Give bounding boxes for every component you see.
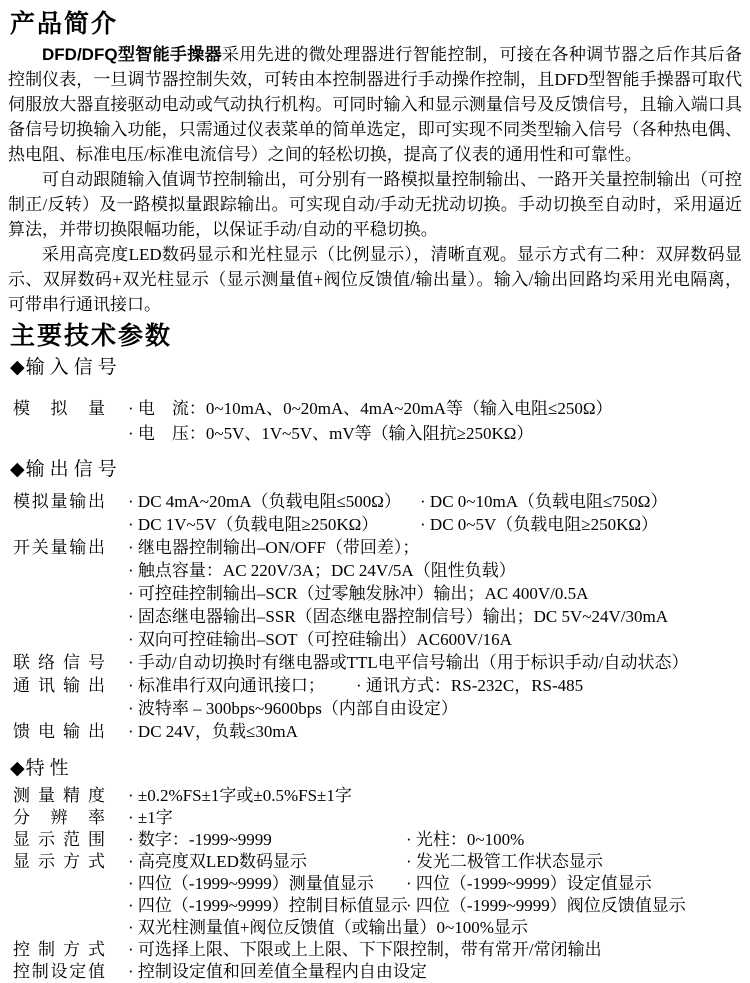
- spec-row-content: [128, 829, 742, 851]
- spec-row: [8, 939, 742, 961]
- spec-value: · 固态继电器输出–SSR（固态继电器控制信号）输出；DC 5V~24V/30mA: [128, 607, 668, 626]
- intro-paragraph-2: 可自动跟随输入值调节控制输出，可分别有一路模拟量控制输出、一路开关量控制输出（可控制正/反转）及一路模拟量跟踪输出。可实现自动/手动无扰动切换。手动切换至自动时，采用逼近算法，并带切换限幅功能，以保证手动/自动的平稳切换。: [8, 170, 742, 239]
- intro-paragraph-1: [8, 42, 742, 167]
- spec-row: [8, 961, 742, 983]
- spec-value: · 手动/自动切换时有继电器或TTL电平信号输出（用于标识手动/自动状态）: [128, 653, 689, 672]
- spec-row-label: 测量精度: [13, 786, 105, 805]
- spec-row-label: 控制设定值: [13, 962, 105, 981]
- spec-row-label: 馈电输出: [13, 722, 105, 741]
- spec-line: [128, 421, 742, 446]
- spec-row-label: 模拟量: [13, 399, 105, 418]
- spec-line: [128, 628, 742, 651]
- spec-row-content: [128, 785, 742, 807]
- spec-line: [128, 559, 742, 582]
- spec-row-content: [128, 720, 742, 743]
- spec-line: [128, 674, 742, 697]
- spec-row-content: [128, 396, 742, 446]
- section-heading-label: 输出信号: [25, 459, 122, 480]
- spec-line: [128, 582, 742, 605]
- spec-row-content: [128, 651, 742, 674]
- diamond-icon: ◆: [10, 758, 25, 779]
- spec-line: [128, 961, 742, 983]
- spec-row-content: [128, 490, 742, 536]
- section-heading-label: 特性: [25, 758, 74, 779]
- spec-line: [128, 513, 742, 536]
- spec-row: [8, 829, 742, 851]
- params-title: 主要技术参数: [10, 322, 173, 350]
- spec-value: · DC 0~10mA（负载电阻≤750Ω）: [420, 492, 668, 511]
- spec-value: · 可控硅控制输出–SCR（过零触发脉冲）输出；AC 400V/0.5A: [128, 584, 589, 603]
- spec-value: · 高亮度双LED数码显示: [128, 852, 307, 871]
- section-heading: [10, 757, 742, 781]
- spec-value: · 波特率 – 300bps~9600bps（内部自由设定）: [128, 699, 458, 718]
- spec-line: [128, 939, 742, 961]
- spec-row-label: 开关量输出: [13, 538, 105, 557]
- spec-value: · ±0.2%FS±1字或±0.5%FS±1字: [128, 786, 352, 805]
- spec-row-content: [128, 939, 742, 961]
- spec-value: · ±1字: [128, 808, 173, 827]
- spec-row-label: 显示范围: [13, 830, 105, 849]
- spec-value: · DC 0~5V（负载电阻≥250KΩ）: [420, 515, 658, 534]
- spec-value: · 发光二极管工作状态显示: [406, 852, 603, 871]
- spec-row-label: 通讯输出: [13, 676, 105, 695]
- spec-value: · 四位（-1999~9999）阀位反馈值显示: [406, 896, 686, 915]
- spec-value: · 电 压：0~5V、1V~5V、mV等（输入阻抗≥250KΩ）: [128, 424, 534, 443]
- intro-title: 产品简介: [10, 10, 119, 38]
- spec-row-label: 联络信号: [13, 653, 105, 672]
- spec-line: [128, 697, 742, 720]
- spec-line: [128, 917, 742, 939]
- spec-value: · DC 24V，负载≤30mA: [128, 722, 298, 741]
- spec-row: [8, 674, 742, 720]
- product-name-lead: DFD/DFQ型智能手操器: [42, 45, 222, 64]
- spec-value: · 四位（-1999~9999）设定值显示: [406, 874, 652, 893]
- spec-line: [128, 605, 742, 628]
- section-heading-label: 输入信号: [25, 357, 122, 378]
- spec-value: · DC 4mA~20mA（负载电阻≤500Ω）: [128, 492, 401, 511]
- spec-value: · 四位（-1999~9999）控制目标值显示: [128, 896, 408, 915]
- spec-line: [128, 807, 742, 829]
- spec-row: [8, 536, 742, 651]
- spec-row: [8, 396, 742, 446]
- spec-line: [128, 651, 742, 674]
- spec-row: [8, 651, 742, 674]
- intro-paragraph-1-text: 采用先进的微处理器进行智能控制，可接在各种调节器之后作其后备控制仪表，一旦调节器控制失效，可转由本控制器进行手动操作控制，且DFD型智能手操器可取代伺服放大器直接驱动电动或气动执行机构。可同时输入和显示测量信号及反馈信号，且输入端口具备信号切换输入功能，只需通过仪表菜单的简单选定，即可实现不同类型输入信号（各种热电偶、热电阻、标准电压/标准电流信号）之间的轻松切换，提高了仪表的通用性和可靠性。: [8, 45, 742, 164]
- spec-value: · DC 1V~5V（负载电阻≥250KΩ）: [128, 515, 379, 534]
- spec-row-label: 显示方式: [13, 852, 105, 871]
- spec-row-label: 分辨率: [13, 808, 105, 827]
- spec-value: · 通讯方式：RS-232C，RS-485: [356, 676, 584, 695]
- diamond-icon: ◆: [10, 357, 25, 378]
- spec-row-content: [128, 674, 742, 720]
- spec-row-content: [128, 961, 742, 983]
- spec-line: [128, 895, 742, 917]
- spec-value: · 标准串行双向通讯接口；: [128, 676, 325, 695]
- spec-value: · 数字：-1999~9999: [128, 830, 272, 849]
- spec-value: · 四位（-1999~9999）测量值显示: [128, 874, 374, 893]
- spec-line: [128, 490, 742, 513]
- spec-value: · 双光柱测量值+阀位反馈值（或输出量）0~100%显示: [128, 918, 528, 937]
- spec-value: · 控制设定值和回差值全量程内自由设定: [128, 962, 427, 981]
- intro-paragraph-3: 采用高亮度LED数码显示和光柱显示（比例显示），清晰直观。显示方式有二种：双屏数码显示、双屏数码+双光柱显示（显示测量值+阀位反馈值/输出量）。输入/输出回路均采用光电隔离，可带串行通讯接口。: [8, 245, 742, 314]
- spec-value: · 继电器控制输出–ON/OFF（带回差）；: [128, 538, 420, 557]
- spec-line: [128, 536, 742, 559]
- section-heading: [10, 356, 742, 380]
- spec-line: [128, 873, 742, 895]
- spec-row: [8, 720, 742, 743]
- section-heading: [10, 458, 742, 482]
- spec-row-label: 控制方式: [13, 940, 105, 959]
- spec-line: [128, 720, 742, 743]
- section-1: [8, 458, 742, 743]
- diamond-icon: ◆: [10, 459, 25, 480]
- spec-row-content: [128, 851, 742, 939]
- spec-value: · 双向可控硅输出–SOT（可控硅输出）AC600V/16A: [128, 630, 512, 649]
- spec-value: · 光柱：0~100%: [406, 830, 525, 849]
- spec-row: [8, 785, 742, 807]
- spec-line: [128, 851, 742, 873]
- section-0: [8, 356, 742, 446]
- spec-row: [8, 851, 742, 939]
- spec-row-content: [128, 536, 742, 651]
- spec-row: [8, 490, 742, 536]
- spec-value: · 可选择上限、下限或上上限、下下限控制，带有常开/常闭输出: [128, 940, 602, 959]
- section-2: [8, 757, 742, 983]
- spec-value: · 触点容量：AC 220V/3A；DC 24V/5A（阻性负载）: [128, 561, 516, 580]
- spec-sections: [8, 356, 742, 983]
- spec-line: [128, 396, 742, 421]
- spec-line: [128, 785, 742, 807]
- spec-row-content: [128, 807, 742, 829]
- spec-row: [8, 807, 742, 829]
- spec-row-label: 模拟量输出: [13, 492, 105, 511]
- spec-value: · 电 流：0~10mA、0~20mA、4mA~20mA等（输入电阻≤250Ω）: [128, 399, 613, 418]
- spec-line: [128, 829, 742, 851]
